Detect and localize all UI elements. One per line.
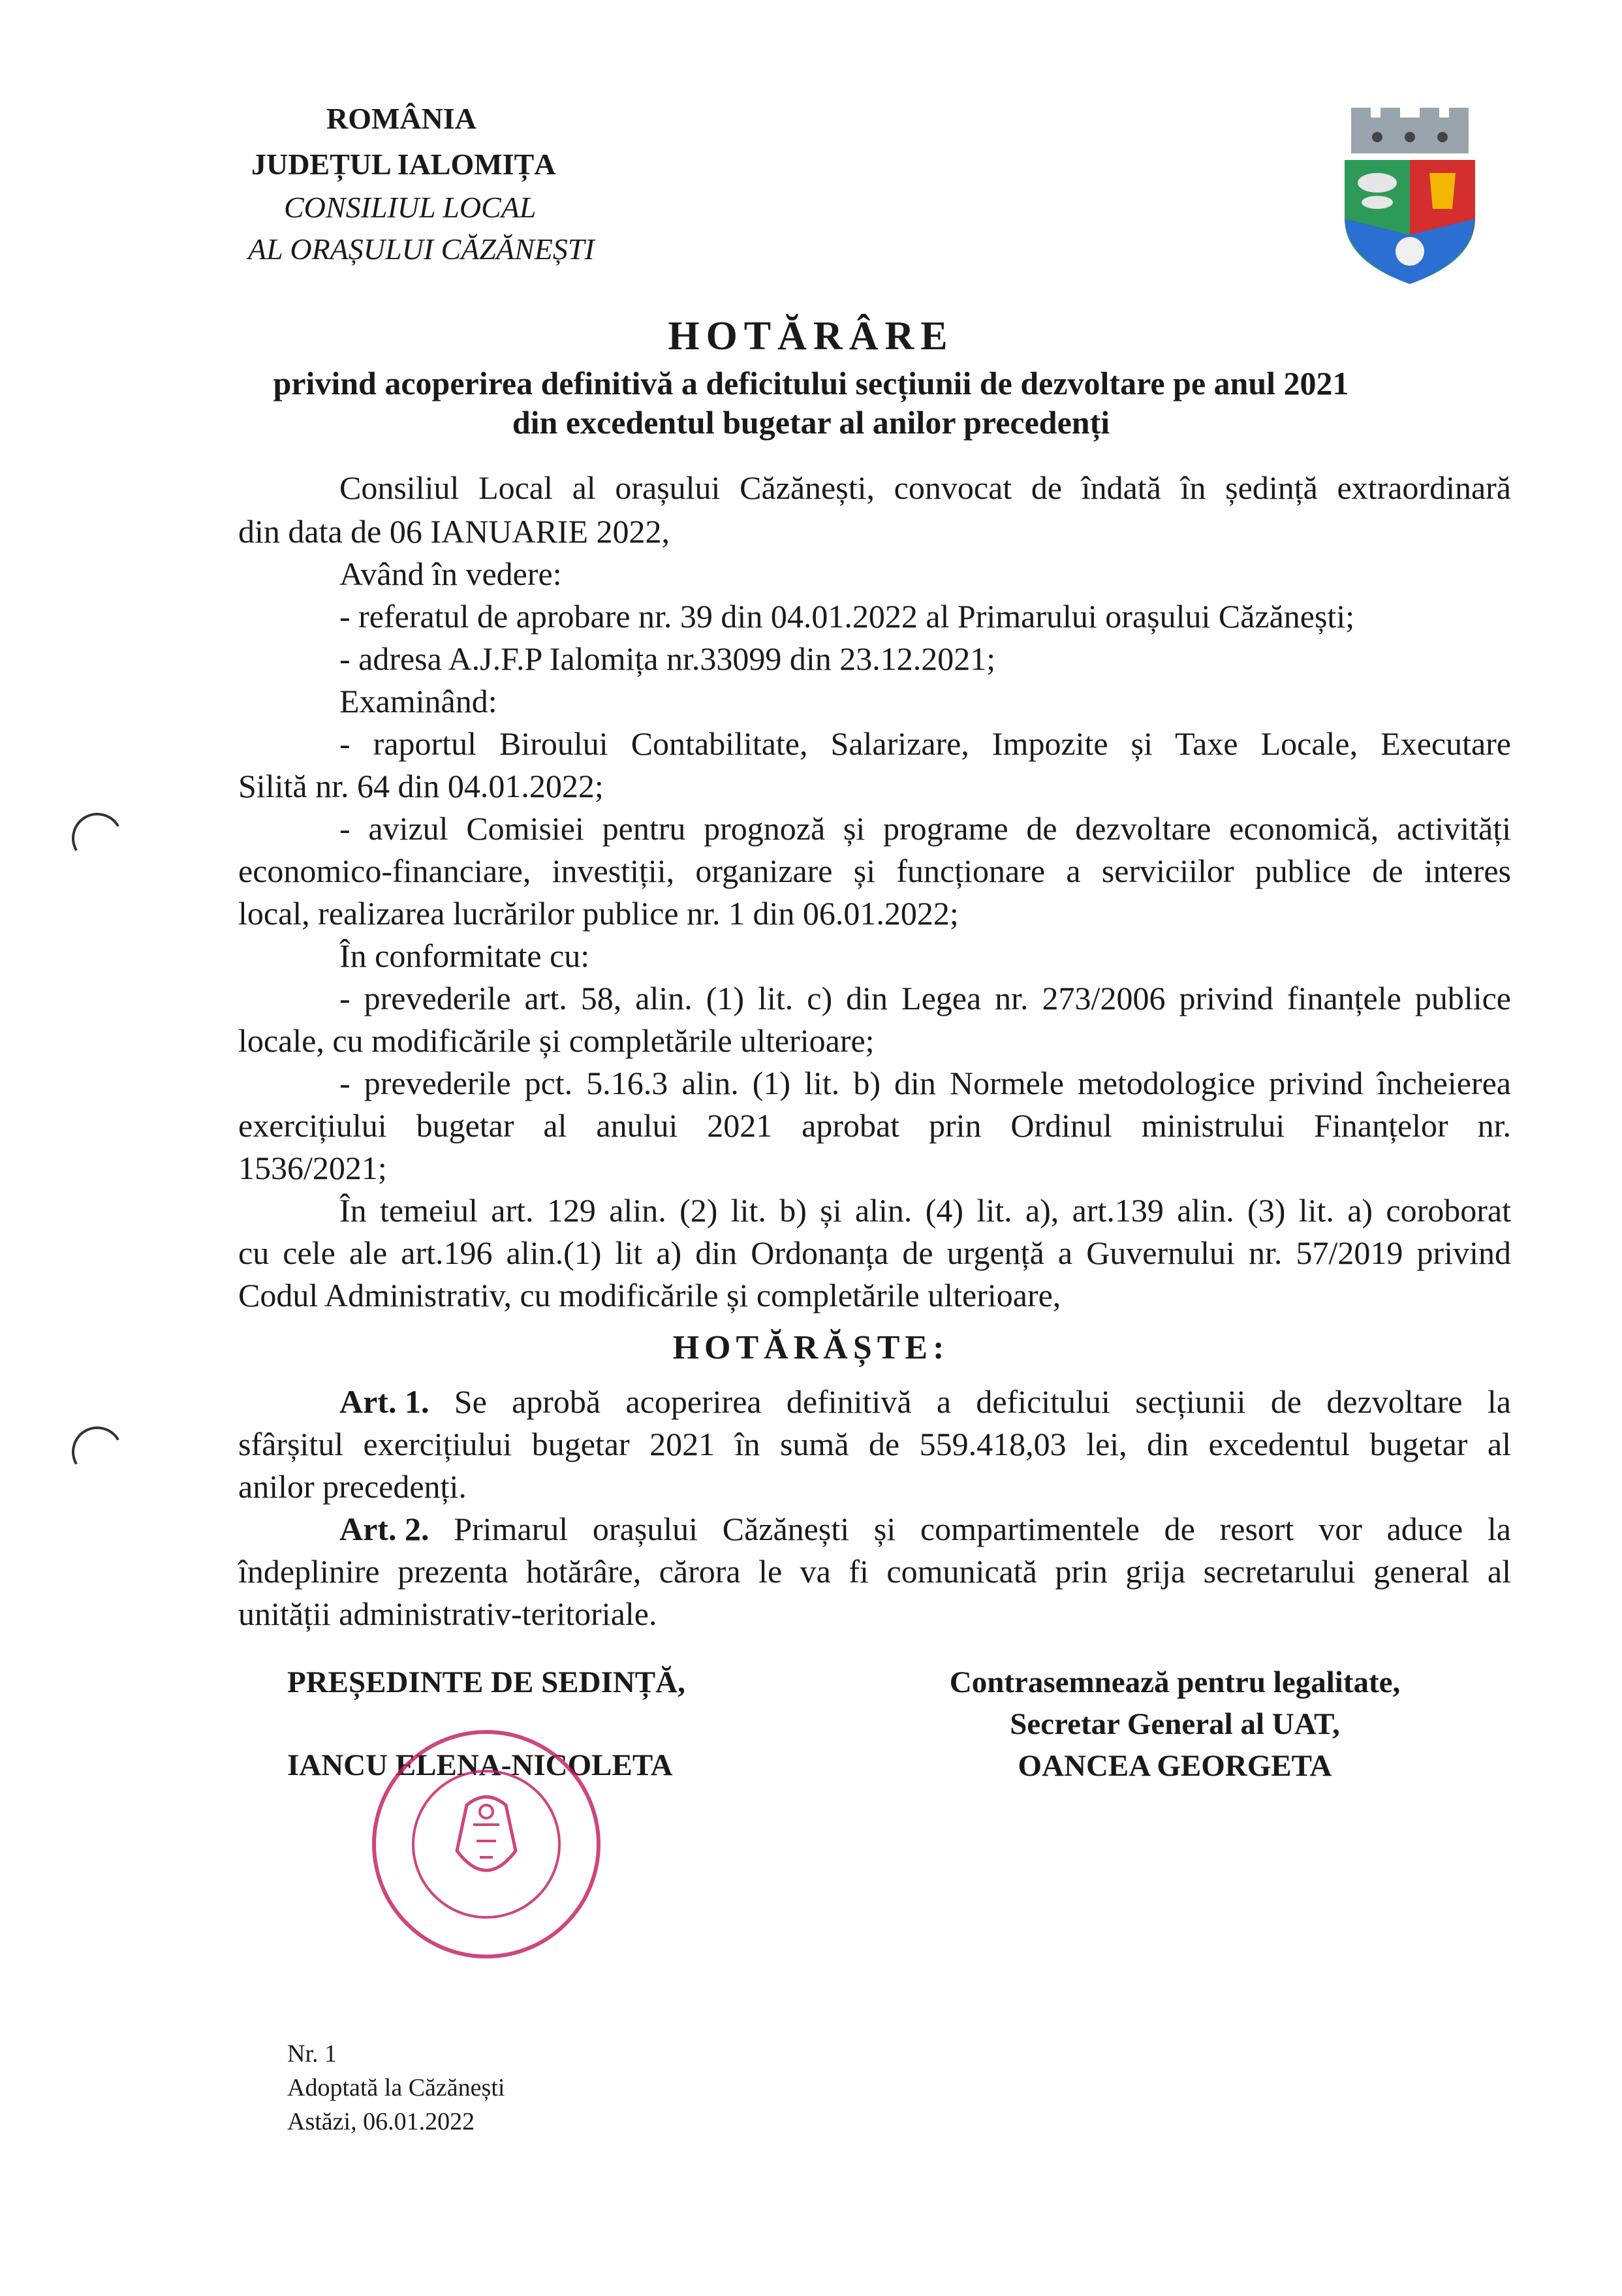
conformitate-item: 1536/2021; [238,1150,387,1186]
document-subtitle-line2: din excedentul bugetar al anilor precedenți [512,404,1110,441]
article-2-label: Art. 2. [339,1511,429,1547]
temei-text: În temeiul art. 129 alin. (2) lit. b) și alin. (4) lit. a), art.139 alin. (3) lit. a) coroborat [339,1192,1511,1229]
coat-of-arms-emblem [1332,104,1488,287]
article-2 [339,1508,1511,1550]
examinand-item: Silită nr. 64 din 04.01.2022; [238,768,604,804]
article-1-text: sfârșitul exercițiului bugetar 2021 în sumă de 559.418,03 lei, din excedentul bugetar al [238,1426,1511,1462]
adoption-place: Adoptată la Căzănești [287,2074,505,2101]
conformitate-item: exercițiului bugetar al anului 2021 aprobat prin Ordinul ministrului Finanțelor nr. [238,1107,1511,1144]
temei-text: cu cele ale art.196 alin.(1) lit a) din Ordonanța de urgență a Guvernului nr. 57/2019 privind [238,1234,1511,1271]
temei-text: Codul Administrativ, cu modificările și completările ulterioare, [238,1277,1061,1313]
county-heading: JUDEȚUL IALOMIȚA [251,148,556,181]
conformitate-item: locale, cu modificările și completările ulterioare; [238,1022,875,1059]
article-2-text: îndeplinire prezenta hotărâre, cărora le va fi comunicată prin grija secretarului general al [238,1553,1511,1590]
secretary-name: OANCEA GEORGETA [1018,1749,1332,1783]
article-2-text: Primarul orașului Căzănești și compartimentele de resort vor aduce la [429,1511,1511,1547]
adoption-date: Astăzi, 06.01.2022 [287,2108,475,2135]
conformitate-item: - prevederile pct. 5.16.3 alin. (1) lit. b) din Normele metodologice privind încheierea [339,1065,1511,1101]
secretary-countersign: Contrasemnează pentru legalitate, [949,1665,1401,1699]
article-1 [339,1381,1511,1423]
official-stamp [369,1727,604,1962]
examinand-item: - avizul Comisiei pentru prognoză și programe de dezvoltare economică, activități [339,810,1511,847]
preamble-text: Consiliul Local al orașului Căzănești, convocat de îndată în ședință extraordinară [339,469,1511,506]
document-subtitle-line1: privind acoperirea definitivă a deficitului secțiunii de dezvoltare pe anul 2021 [273,365,1349,401]
punch-hole-mark [66,807,129,870]
examinand-item: local, realizarea lucrărilor publice nr. 1 din 06.01.2022; [238,895,959,932]
examinand-heading: Examinând: [339,683,497,719]
article-1-label: Art. 1. [339,1383,429,1420]
document-title: HOTĂRÂRE [668,314,954,358]
avand-item: - adresa A.J.F.P Ialomița nr.33099 din 23.12.2021; [339,640,996,677]
president-title: PREȘEDINTE DE SEDINȚĂ, [287,1665,685,1699]
article-1-text: anilor precedenți. [238,1468,467,1505]
council-heading-line2: AL ORAȘULUI CĂZĂNEȘTI [248,232,595,266]
country-heading: ROMÂNIA [326,102,476,135]
article-1-text: Se aprobă acoperirea definitivă a deficitului secțiunii de dezvoltare la [429,1383,1511,1420]
decision-heading: HOTĂRĂȘTE: [672,1329,950,1366]
conformitate-item: - prevederile art. 58, alin. (1) lit. c) din Legea nr. 273/2006 privind finanțele publice [339,980,1511,1016]
conformitate-heading: În conformitate cu: [339,937,590,974]
examinand-item: - raportul Biroului Contabilitate, Salarizare, Impozite și Taxe Locale, Executare [339,725,1511,762]
council-heading-line1: CONSILIUL LOCAL [284,191,537,224]
avand-item: - referatul de aprobare nr. 39 din 04.01.2022 al Primarului orașului Căzănești; [339,598,1355,635]
avand-heading: Având în vedere: [339,556,562,592]
article-2-text: unității administrativ-teritoriale. [238,1596,657,1632]
preamble-text: din data de 06 IANUARIE 2022, [238,513,670,550]
decision-number: Nr. 1 [287,2040,337,2068]
examinand-item: economico-financiare, investiții, organizare și funcționare a serviciilor publice de interes [238,853,1511,889]
secretary-title: Secretar General al UAT, [1010,1707,1340,1741]
president-name: IANCU ELENA-NICOLETA [287,1748,673,1782]
punch-hole-mark [66,1421,129,1483]
